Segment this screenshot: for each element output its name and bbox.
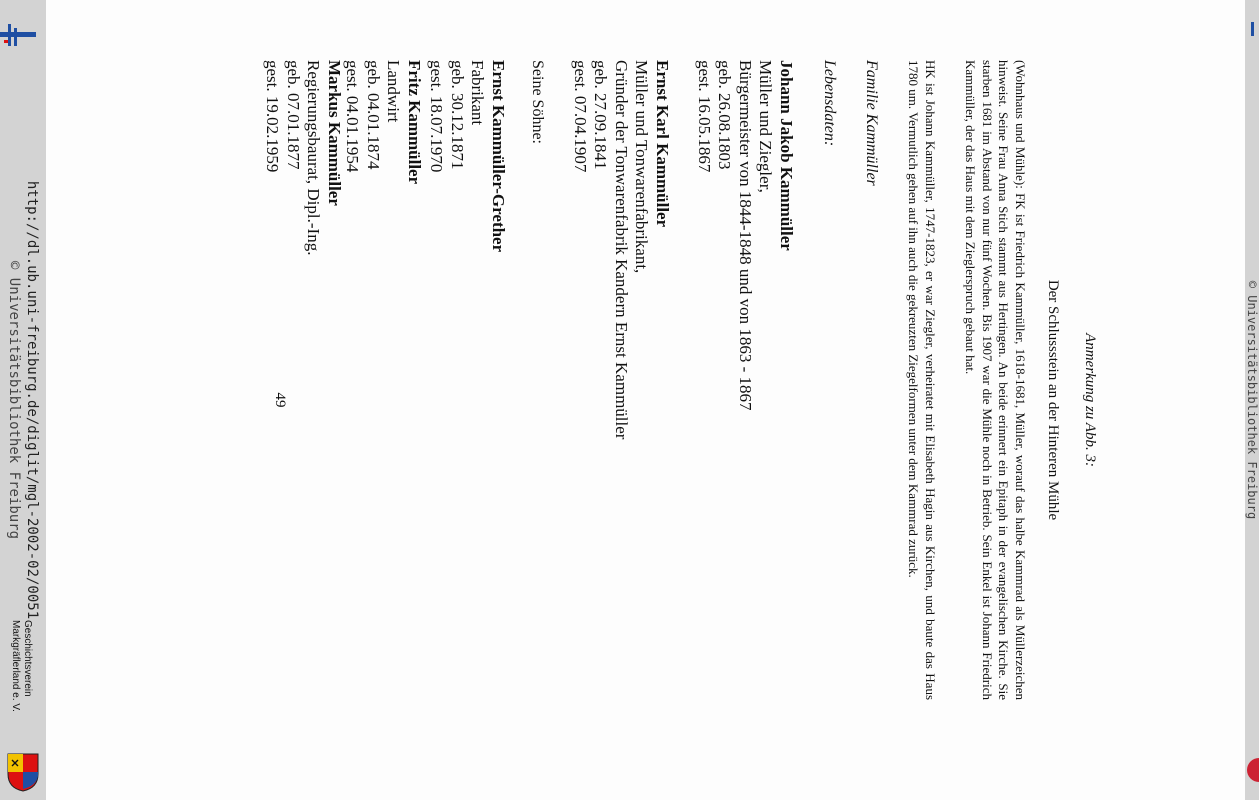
person-line: Gründer der Tonwarenfabrik Kandern Ernst Kammüller: [612, 60, 631, 440]
scanned-page-area: [46, 0, 1245, 800]
person-name: Ernst Kammüller-Grether: [489, 60, 508, 253]
paragraph-1: (Wohnhaus und Mühle): FK ist Friedrich Kammüller, 1618-1681, Müller, worauf das halbe Kammrad als Müllerzeichen hinweist. Seine Frau Anna Stich stammt aus Hertingen. An beide erinnert ein Epitaph in der evangelischen Kirche. Sie starben 1681 im Abstand von nur fünf Wochen. Bis 1907 war die Mühle noch in Betrieb. Sein Enkel ist Johann Friedrich Kammüller, der das Haus mit dem Zieglerspruch gebaut hat.: [963, 60, 1028, 700]
person-line: Müller und Ziegler,: [756, 60, 776, 193]
sons-label: Seine Söhne:: [529, 60, 546, 144]
right-copyright-text: © Universitätsbibliothek Freiburg: [1245, 280, 1259, 520]
person-name: Ernst Karl Kammüller: [653, 60, 672, 228]
person-name: Markus Kammüller: [325, 60, 344, 206]
person-ernst-grether: [426, 60, 508, 252]
right-sidebar: [1245, 0, 1259, 800]
paragraph-2: HK ist Johann Kammüller, 1747-1823, er war Ziegler, verheiratet mit Elisabeth Hagin aus Kirchen, und baute das Haus 1780 um. Vermutlich gehen auf ihn auch die gekreuzten Ziegelformen unter dem Kammrad zurück.: [906, 60, 938, 700]
person-line: Bürgermeister von 1844-1848 und von 1863 - 1867: [736, 60, 755, 411]
society-crest-icon: [6, 752, 40, 792]
person-line: geb. 07.01.1877: [284, 60, 303, 170]
person-name: Johann Jakob Kammüller: [777, 60, 796, 251]
society-line-2: Markgräflerland e. V.: [10, 620, 21, 712]
person-ernst-karl: [570, 60, 673, 439]
person-johann-jakob: [694, 60, 797, 411]
family-heading: Familie Kammüller: [863, 60, 880, 186]
copyright-text: © Universitätsbibliothek Freiburg: [6, 260, 22, 540]
person-line: gest. 07.04.1907: [571, 60, 590, 173]
society-name: [9, 620, 33, 740]
left-sidebar: [0, 0, 46, 800]
page-number: 49: [272, 392, 288, 408]
person-line: geb. 30.12.1871: [448, 60, 467, 170]
person-line: geb. 04.01.1874: [364, 60, 383, 170]
person-line: gest. 16.05.1867: [695, 60, 714, 173]
person-line: geb. 27.09.1841: [591, 60, 611, 170]
person-line: Landwirt: [384, 60, 404, 123]
person-fritz: [342, 60, 424, 184]
person-line: Regierungsbaurat, Dipl.-Ing.: [304, 60, 324, 256]
person-line: geb. 26.08.1803: [715, 60, 735, 170]
person-line: gest. 04.01.1954: [343, 60, 363, 173]
scanned-page: [106, 20, 1106, 780]
person-line: gest. 19.02.1959: [263, 60, 283, 173]
person-line: gest. 18.07.1970: [427, 60, 447, 173]
figure-caption: Anmerkung zu Abb. 3:: [1082, 333, 1098, 467]
person-line: Fabrikant: [468, 60, 488, 126]
person-line: Müller und Tonwarenfabrikant,: [632, 60, 652, 274]
person-name: Fritz Kammüller: [405, 60, 424, 185]
life-data-heading: Lebensdaten:: [821, 60, 838, 147]
society-line-1: Geschichtsverein: [22, 620, 33, 697]
figure-subtitle: Der Schlussstein an der Hinteren Mühle: [1045, 279, 1061, 521]
permalink-url[interactable]: http://dl.ub.uni-freiburg.de/diglit/mgl-2002-02/0051: [24, 180, 40, 620]
